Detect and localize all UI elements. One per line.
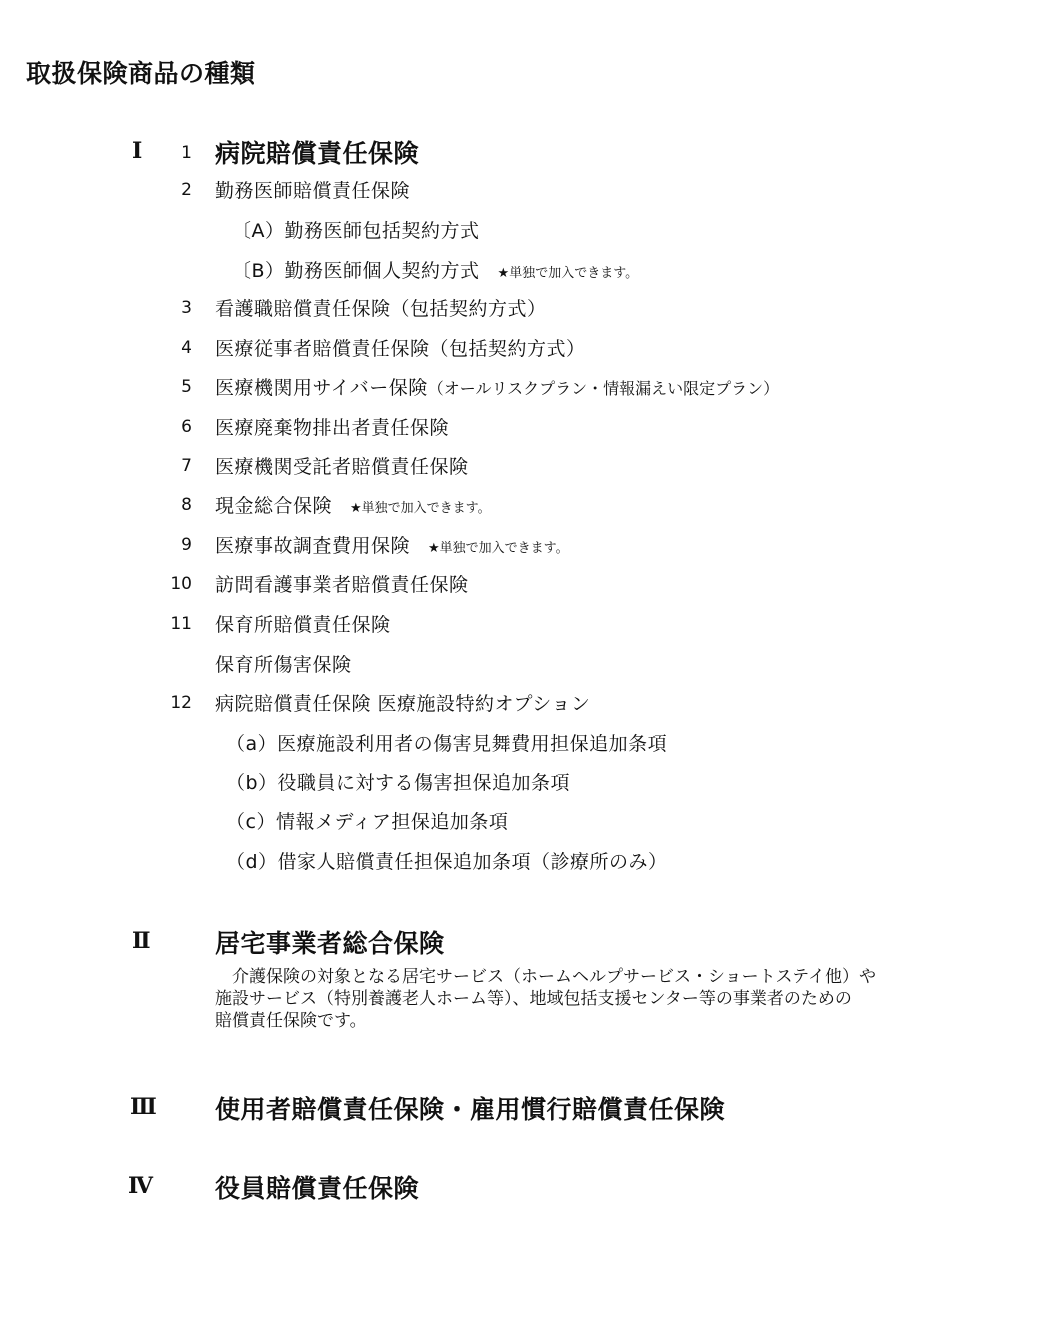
section-4-numeral: Ⅳ bbox=[128, 1173, 153, 1199]
section-2-label: 居宅事業者総合保険 bbox=[215, 929, 445, 958]
item-12-sub-a: （a）医療施設利用者の傷害見舞費用担保追加条項 bbox=[226, 733, 668, 755]
item-8-row bbox=[215, 491, 491, 518]
item-2-number: 2 bbox=[181, 180, 192, 200]
item-4-label: 医療従事者賠償責任保険（包括契約方式） bbox=[215, 338, 586, 360]
item-5-label: 医療機関用サイバー保険 bbox=[215, 377, 428, 399]
item-1-number: 1 bbox=[181, 143, 192, 163]
item-2b-label: 〔B）勤務医師個人契約方式 bbox=[232, 260, 480, 282]
item-2a-label: 〔A）勤務医師包括契約方式 bbox=[232, 220, 480, 242]
section-4-label: 役員賠償責任保険 bbox=[215, 1174, 420, 1203]
item-8-label: 現金総合保険 bbox=[215, 495, 333, 517]
item-1-label: 病院賠償責任保険 bbox=[215, 139, 420, 168]
item-2b-note: ★単独で加入できます。 bbox=[497, 266, 639, 281]
item-6-number: 6 bbox=[181, 417, 192, 437]
item-12-sub-c: （c）情報メディア担保追加条項 bbox=[226, 811, 509, 833]
item-6-label: 医療廃棄物排出者責任保険 bbox=[215, 417, 450, 439]
item-5-row bbox=[215, 373, 779, 400]
item-10-number: 10 bbox=[170, 574, 192, 594]
section-2-description bbox=[215, 966, 955, 1032]
item-8-number: 8 bbox=[181, 495, 192, 515]
item-11-label: 保育所賠償責任保険 bbox=[215, 614, 391, 636]
item-7-label: 医療機関受託者賠償責任保険 bbox=[215, 456, 469, 478]
item-2-label: 勤務医師賠償責任保険 bbox=[215, 180, 411, 202]
item-10-label: 訪問看護事業者賠償責任保険 bbox=[215, 574, 469, 596]
page-title: 取扱保険商品の種類 bbox=[26, 59, 256, 88]
section-3-label: 使用者賠償責任保険・雇用慣行賠償責任保険 bbox=[215, 1095, 726, 1124]
section-2-desc-line-2: 施設サービス（特別養護老人ホーム等）、地域包括支援センター等の事業者のための bbox=[215, 989, 852, 1009]
item-3-number: 3 bbox=[181, 298, 192, 318]
item-9-label: 医療事故調査費用保険 bbox=[215, 535, 411, 557]
item-5-number: 5 bbox=[181, 377, 192, 397]
item-9-note: ★単独で加入できます。 bbox=[428, 541, 569, 556]
item-2b-row bbox=[232, 256, 638, 283]
section-2-desc-line-1: 介護保険の対象となる居宅サービス（ホームヘルプサービス・ショートステイ他）や bbox=[232, 967, 876, 987]
item-11-label-2: 保育所傷害保険 bbox=[215, 654, 352, 676]
item-12-number: 12 bbox=[170, 693, 192, 713]
item-11-number: 11 bbox=[170, 614, 192, 634]
item-7-number: 7 bbox=[181, 456, 192, 476]
item-4-number: 4 bbox=[181, 338, 192, 358]
section-3-numeral: Ⅲ bbox=[130, 1094, 157, 1120]
item-5-suffix: （オールリスクプラン・情報漏えい限定プラン） bbox=[427, 379, 780, 398]
item-12-label: 病院賠償責任保険 医療施設特約オプション bbox=[215, 693, 591, 715]
section-2-desc-line-3: 賠償責任保険です。 bbox=[215, 1011, 367, 1031]
section-1-numeral: Ⅰ bbox=[132, 138, 143, 164]
item-12-sub-b: （b）役職員に対する傷害担保追加条項 bbox=[226, 772, 571, 794]
item-3-label: 看護職賠償責任保険（包括契約方式） bbox=[215, 298, 547, 320]
item-12-sub-d: （d）借家人賠償責任担保追加条項（診療所のみ） bbox=[226, 851, 668, 873]
section-2-numeral: Ⅱ bbox=[132, 928, 151, 954]
item-9-row bbox=[215, 531, 569, 558]
item-8-note: ★単独で加入できます。 bbox=[350, 501, 491, 516]
item-9-number: 9 bbox=[181, 535, 192, 555]
